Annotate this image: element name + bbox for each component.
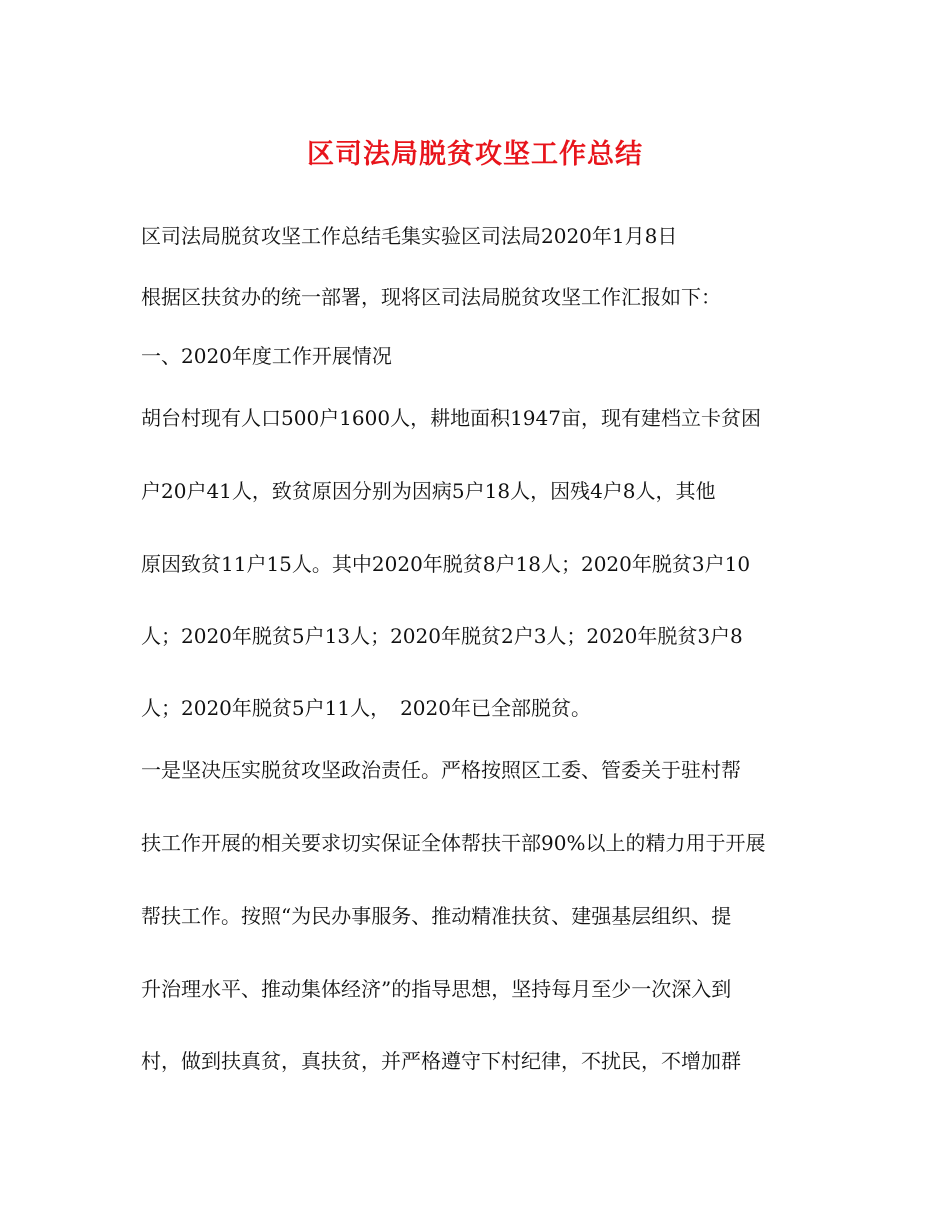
paragraph-line: 胡台村现有人口500户1600人，耕地面积1947亩，现有建档立卡贫困	[141, 406, 761, 430]
paragraph-line: 村，做到扶真贫，真扶贫，并严格遵守下村纪律，不扰民，不增加群	[141, 1049, 741, 1073]
section-heading: 一、2020年度工作开展情况	[141, 344, 392, 368]
paragraph-line: 升治理水平、推动集体经济”的指导思想，坚持每月至少一次深入到	[141, 977, 732, 1001]
paragraph-line: 区司法局脱贫攻坚工作总结毛集实验区司法局2020年1月8日	[141, 224, 678, 248]
paragraph-line: 扶工作开展的相关要求切实保证全体帮扶干部90%以上的精力用于开展	[141, 831, 766, 855]
paragraph-line: 帮扶工作。按照“为民办事服务、推动精准扶贫、建强基层组织、提	[141, 904, 732, 928]
paragraph-line: 原因致贫11户15人。其中2020年脱贫8户18人；2020年脱贫3户10	[141, 552, 751, 576]
document-title: 区司法局脱贫攻坚工作总结	[307, 139, 643, 170]
paragraph-line: 人；2020年脱贫5户11人， 2020年已全部脱贫。	[141, 696, 591, 720]
paragraph-line: 户20户41人，致贫原因分别为因病5户18人，因残4户8人，其他	[141, 479, 716, 503]
paragraph-line: 人；2020年脱贫5户13人；2020年脱贫2户3人；2020年脱贫3户8	[141, 624, 743, 648]
paragraph-line: 一是坚决压实脱贫攻坚政治责任。严格按照区工委、管委关于驻村帮	[141, 758, 741, 782]
paragraph-line: 根据区扶贫办的统一部署，现将区司法局脱贫攻坚工作汇报如下：	[141, 285, 721, 309]
